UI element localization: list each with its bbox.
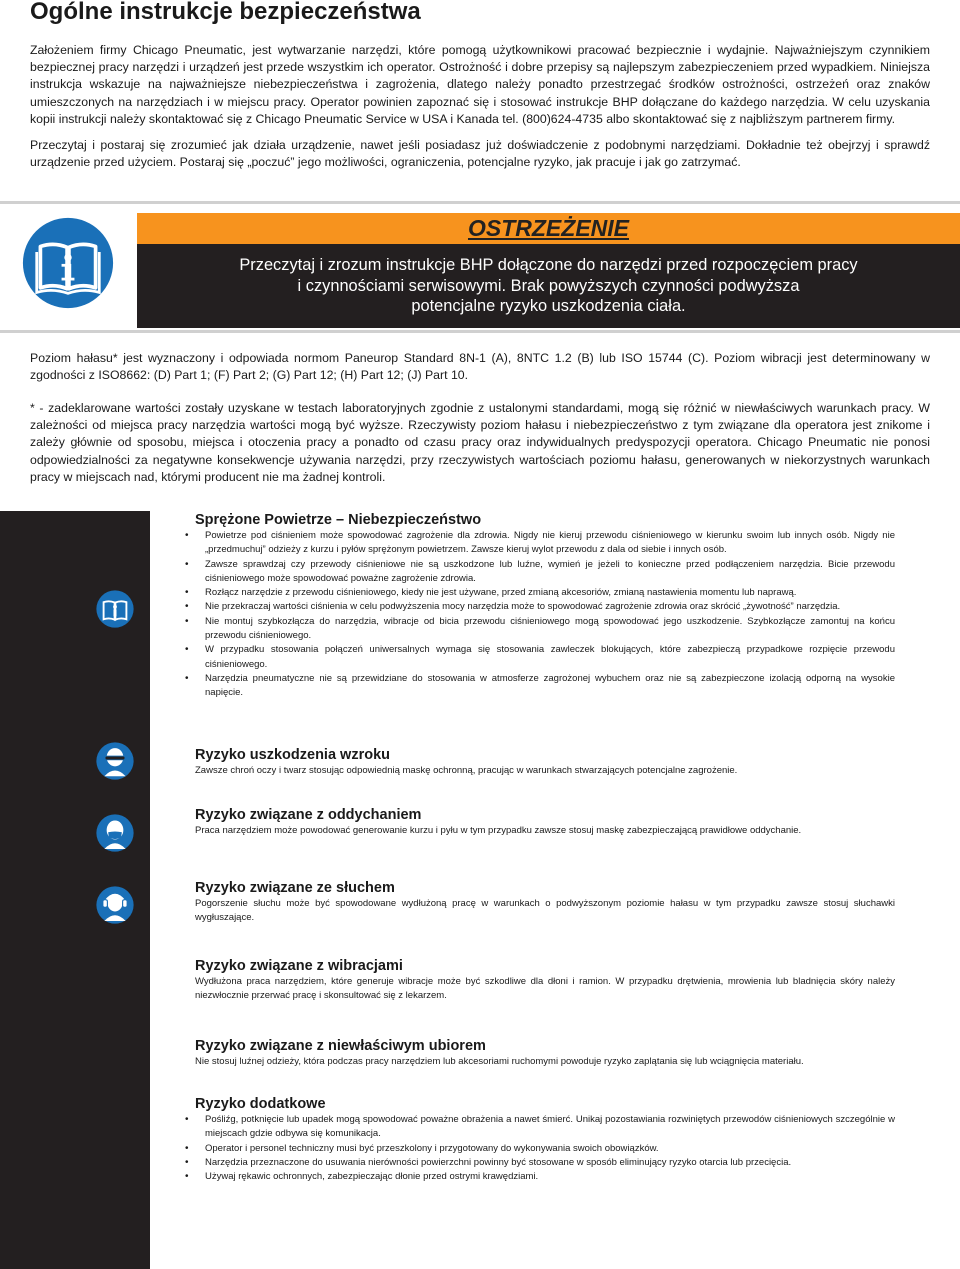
section-title: Ryzyko związane z wibracjami: [195, 958, 403, 974]
divider: [0, 201, 960, 204]
warning-body: [137, 244, 960, 328]
section-vibration: [195, 957, 895, 1004]
list-item: • Zawsze sprawdzaj czy przewody ciśnieniowe nie są uszkodzone lub luźne, wymień je jeżeli to konieczne przed podłączeniem narzędzia. Bicie przewodu ciśnieniowego może spowodować poważne zagrożenie zdrowia.: [195, 558, 895, 587]
list-item: • Używaj rękawic ochronnych, zabezpieczając dłonie przed ostrymi krawędziami.: [195, 1170, 895, 1184]
list-item: • Nie montuj szybkozłącza do narzędzia, wibracje od bicia przewodu ciśnieniowego mogą spowodować jego uszkodzenie. Szybkozłącze zamontuj na końcu przewodu ciśnieniowego.: [195, 615, 895, 644]
warning-line: Przeczytaj i zrozum instrukcje BHP dołączone do narzędzi przed rozpoczęciem pracy: [239, 256, 858, 274]
list-item: • W przypadku stosowania połączeń uniwersalnych wymaga się stosowania zawleczek blokujących, które zabezpieczą przypadkowe rozpięcie przewodu ciśnieniowego.: [195, 643, 895, 672]
sidebar-band: [0, 511, 150, 1269]
list-item: • Pośliźg, potknięcie lub upadek mogą spowodować poważne obrażenia a nawet śmierć. Unikaj pozostawiania rozwiniętych przewodów ciśnieniowych szczególnie w miejscach gdzie odbywa się komunikacja.: [195, 1113, 895, 1142]
warning-line: i czynnościami serwisowymi. Brak powyższych czynności podwyższa: [297, 276, 800, 295]
respirator-icon: [96, 814, 134, 852]
section-title: Ryzyko dodatkowe: [195, 1096, 326, 1112]
list-item: • Narzędzia przeznaczone do usuwania nierówności powierzchni powinny być stosowane w sposób eliminujący ryzyko otarcia lub przecięcia.: [195, 1156, 895, 1170]
intro-paragraph: Założeniem firmy Chicago Pneumatic, jest wytwarzanie narzędzi, które pomogą użytkownikowi pracować bezpiecznie i wydajnie. Najważniejszym czynnikiem bezpiecznej pracy narzędzi i urządzeń jest przede wszystkim ich operator. Ostrożność i dobre przepisy są najlepszym zabezpieczeniem przed wypadkiem. Niniejsza instrukcja wskazuje na najważniejsze niebezpieczeństwa i zagrożenia, dlatego należy ponadto przestrzegać środków ostrożności, ostrzeżeń oraz znaków umieszczonych na narzędziach i w miejscu pracy. Operator powinien zapoznać się i stosować instrukcje BHP dołączane do każdego narzędzia. W celu uzyskania kopii instrukcji należy skontaktować się z Chicago Pneumatic Service w USA i Kanada tel. (800)624-4735 albo skontaktować się z najbliższym partnerem firmy.: [30, 43, 930, 126]
warning-line: potencjalne ryzyko uszkodzenia ciała.: [411, 297, 686, 315]
divider: [0, 330, 960, 333]
eye-protection-icon: [96, 742, 134, 780]
section-compressed-air: [195, 511, 895, 701]
section-text: Praca narzędziem może powodować generowanie kurzu i pyłu w tym przypadku zawsze stosuj maskę zabezpieczającą prawidłowe oddychanie.: [195, 825, 802, 836]
warning-title: OSTRZEŻENIE: [467, 215, 629, 241]
section-text: Nie stosuj luźnej odzieży, która podczas pracy narzędziem lub akcesoriami ruchomymi powoduje ryzyko zaplątania się lub wciągnięcia materiału.: [195, 1056, 804, 1067]
section-title: Ryzyko związane ze słuchem: [195, 880, 395, 896]
warning-title-bar: [137, 213, 960, 244]
section-breathing: [195, 806, 895, 838]
intro-paragraph-2: Przeczytaj i postaraj się zrozumieć jak działa urządzenie, nawet jeśli posiadasz już doświadczenie z podobnymi narzędziami. Dokładnie też obejrzyj i sprawdź urządzenie przed użyciem. Postaraj się „poczuć” jego możliwości, ograniczenia, potencjalne ryzyko, jak pracuje i jak go zatrzymać.: [30, 138, 930, 170]
section-title: Ryzyko uszkodzenia wzroku: [195, 747, 390, 763]
section-text: Wydłużona praca narzędziem, które generuje wibracje może być szkodliwe dla dłoni i ramion. W przypadku drętwienia, mrowienia lub bladnięcia skóry należy niezwłocznie przerwać pracę i skonsultować się z lekarzem.: [195, 976, 895, 1002]
section-additional: [195, 1095, 895, 1184]
list-item: • Nie przekraczaj wartości ciśnienia w celu podwyższenia mocy narzędzia może to spowodować zagrożenie zdrowia oraz skrócić „żywotność” narzędzia.: [195, 600, 895, 614]
page-title: Ogólne instrukcje bezpieczeństwa: [30, 0, 421, 25]
read-manual-icon: [96, 590, 134, 628]
section-text: Pogorszenie słuchu może być spowodowane wydłużoną pracę w warunkach o podwyższonym poziomie hałasu w tym przypadku zawsze stosuj słuchawki wygłuszające.: [195, 898, 895, 924]
section-title: Sprężone Powietrze – Niebezpieczeństwo: [195, 512, 482, 528]
list-item: • Operator i personel techniczny musi być przeszkolony i przygotowany do wykonywania swoich obowiązków.: [195, 1142, 895, 1156]
noise-paragraph: Poziom hałasu* jest wyznaczony i odpowiada normom Paneurop Standard 8N-1 (A), 8NTC 1.2 (B) lub ISO 15744 (C). Poziom wibracji jest determinowany w zgodności z ISO8662: (D) Part 1; (F) Part 2; (G) Part 12; (H) Part 12; (J) Part 10.: [30, 351, 930, 383]
bullet-list: [195, 1113, 895, 1184]
list-item: • Narzędzia pneumatyczne nie są przewidziane do stosowania w atmosferze zagrożonej wybuchem oraz nie są zabezpieczone izolacją odporną na wysokie napięcie.: [195, 672, 895, 701]
section-hearing: [195, 879, 895, 926]
list-item: • Rozłącz narzędzie z przewodu ciśnieniowego, kiedy nie jest używane, przed zmianą akcesoriów, zmianą nastawienia momentu lub naprawą.: [195, 586, 895, 600]
warning-banner: [0, 213, 960, 328]
list-item: • Powietrze pod ciśnieniem może spowodować zagrożenie dla zdrowia. Nigdy nie kieruj przewodu ciśnieniowego w kierunku swoim lub innych osób. Nigdy nie „przedmuchuj” odzieży z kurzu i pyłów sprężonym powietrzem. Zawsze kieruj wylot przewodu z dala od siebie i innych osób.: [195, 529, 895, 558]
section-eye: [195, 746, 895, 778]
noise-footnote: * - zadeklarowane wartości zostały uzyskane w testach laboratoryjnych zgodnie z ustalonymi standardami, mogą się różnić w niewłaściwych warunkach pracy. W zależności od miejsca pracy narzędzia wartości mogą być wyższe. Rzeczywisty poziom hałasu i niebezpieczeństwo z tym związane dla operatora jest znikome i zależy głównie od sposobu, miejsca i otoczenia pracy a ponadto od czasu pracy oraz indywidualnych predyspozycji operatora. Chicago Pneumatic nie ponosi odpowiedzialności za negatywne konsekwencje używania narzędzi, przy rzeczywistych wartościach poziomu hałasu, generowanych w niekorzystnych warunkach pracy w miejscach nad, którymi producent nie ma żadnej kontroli.: [30, 401, 930, 484]
bullet-list: [195, 529, 895, 701]
warning-text: [137, 255, 960, 317]
section-text: Zawsze chroń oczy i twarz stosując odpowiednią maskę ochronną, pracując w warunkach stwarzających potencjalne zagrożenie.: [195, 765, 738, 776]
section-clothing: [195, 1037, 895, 1069]
ear-protection-icon: [96, 886, 134, 924]
read-manual-icon: [22, 217, 114, 309]
section-title: Ryzyko związane z oddychaniem: [195, 807, 422, 823]
section-title: Ryzyko związane z niewłaściwym ubiorem: [195, 1038, 486, 1054]
